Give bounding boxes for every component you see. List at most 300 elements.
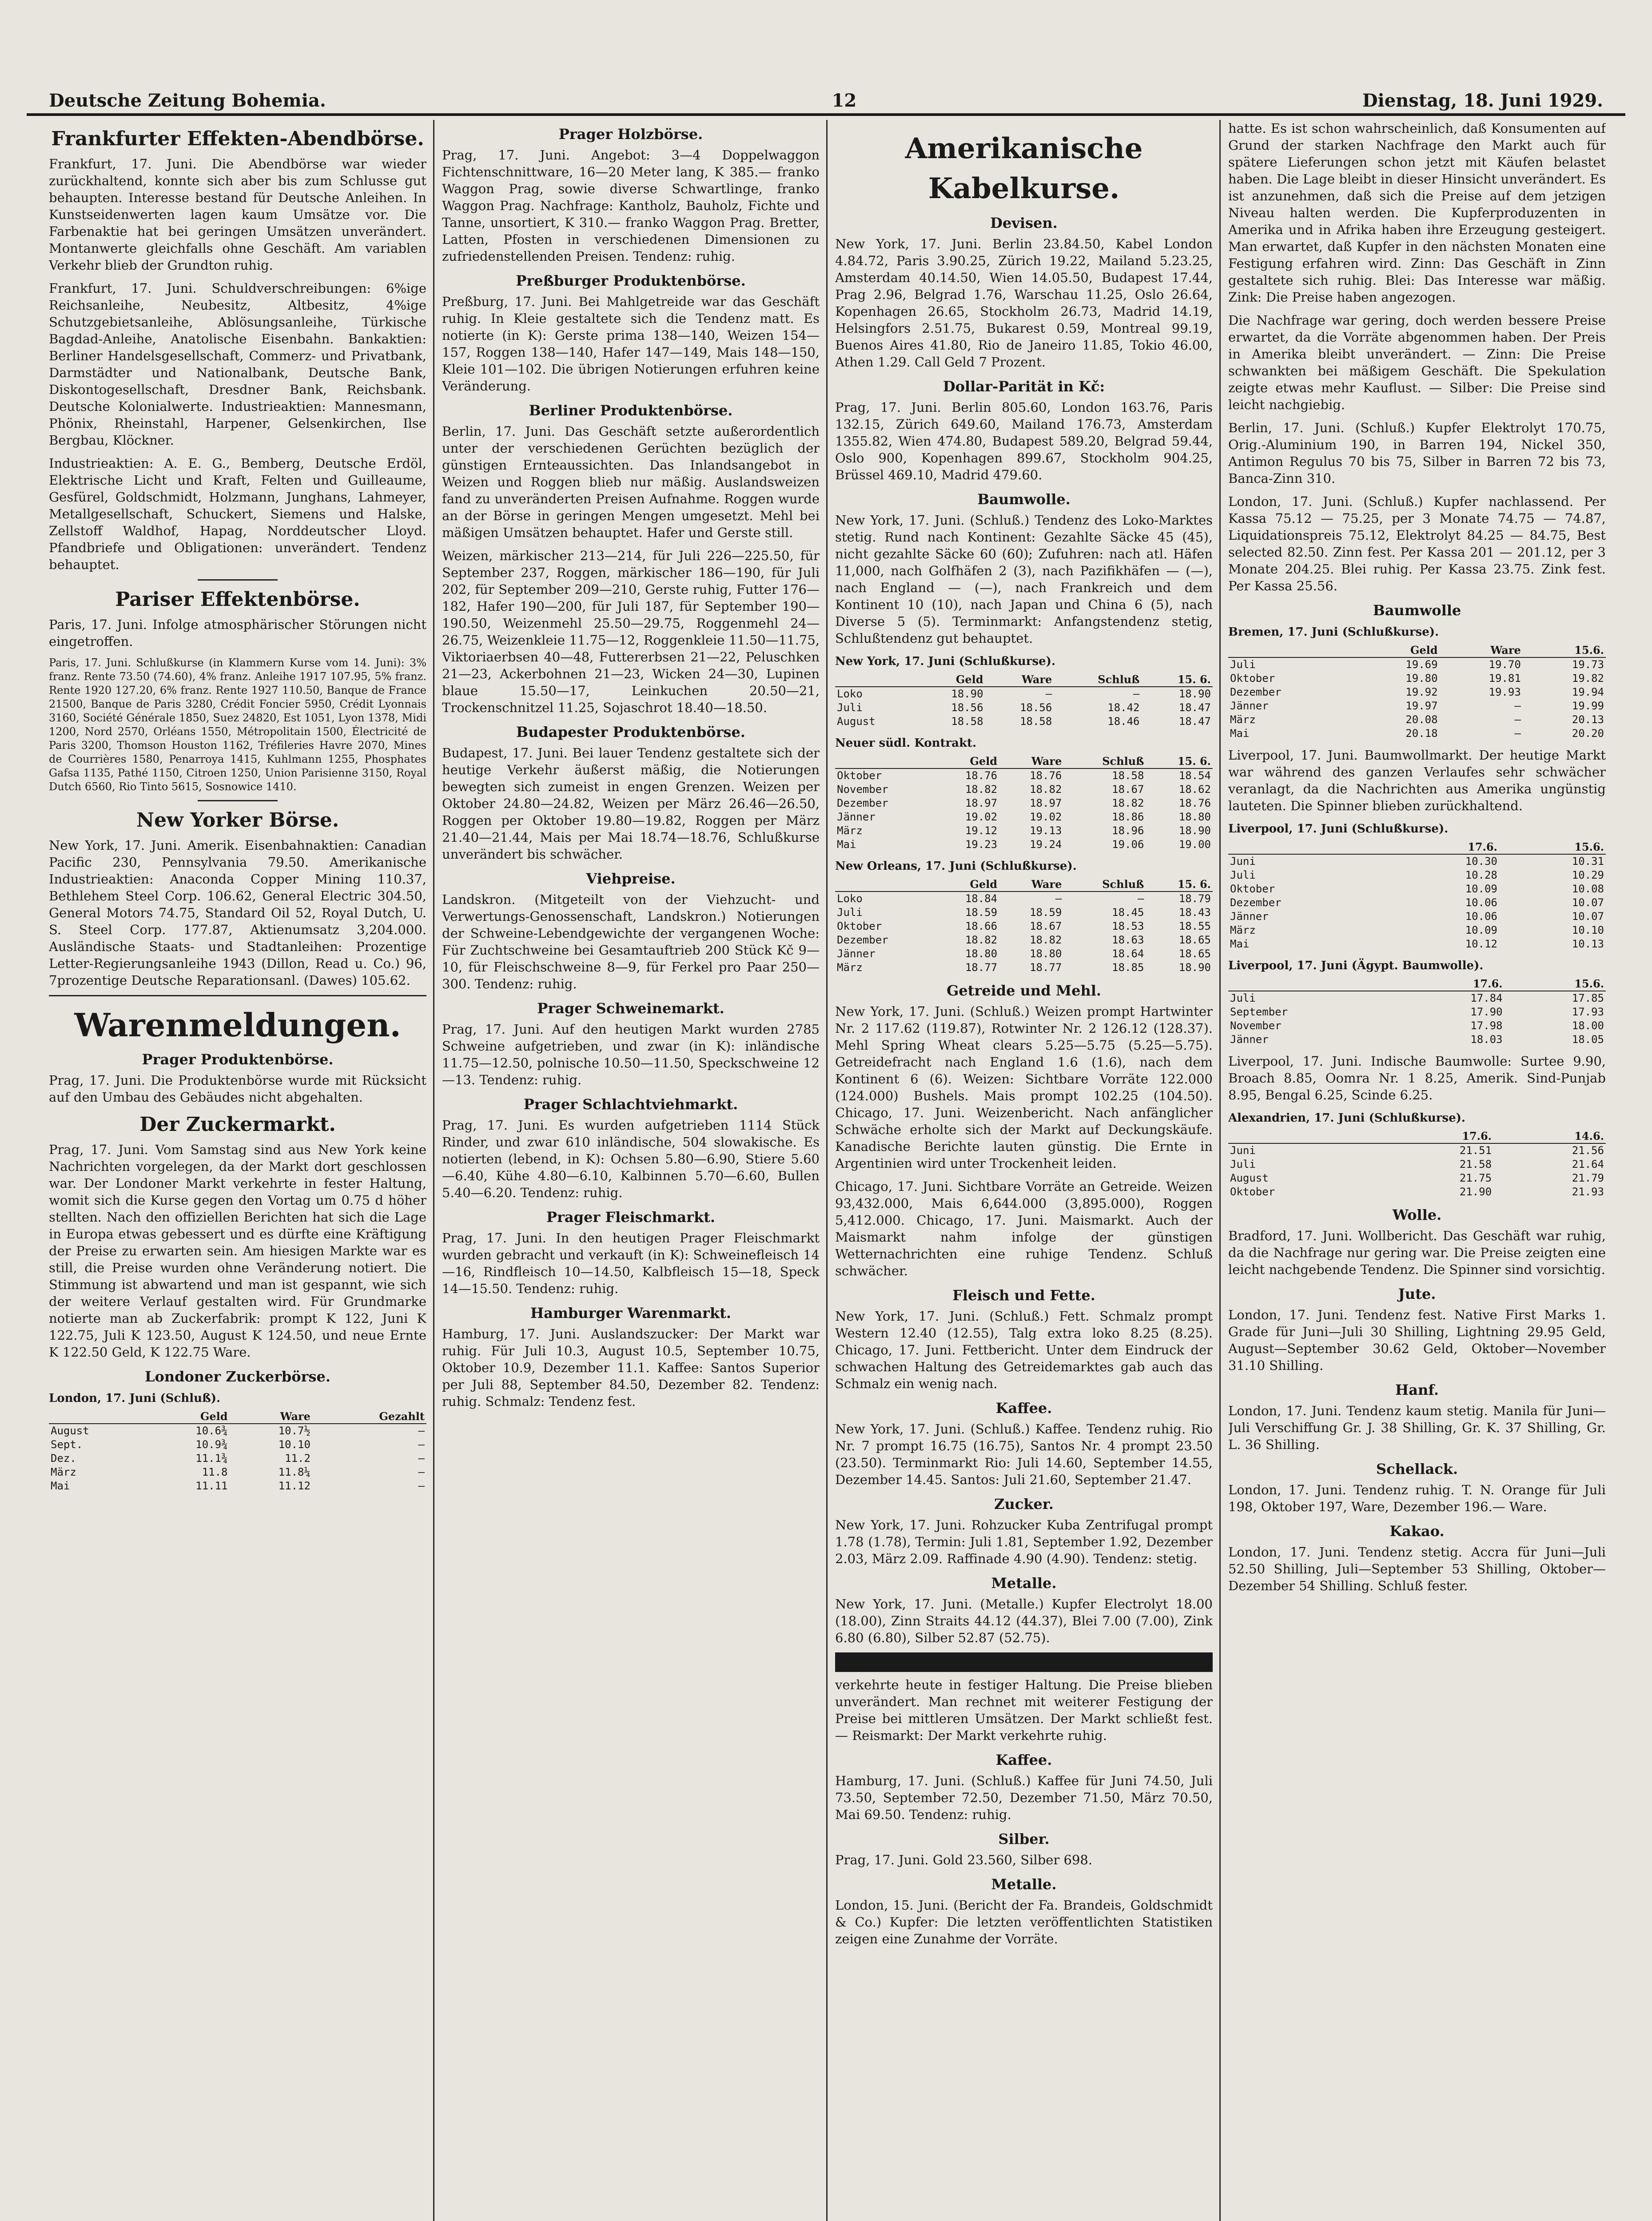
table-cell: — xyxy=(1514,700,1521,712)
table-cell: 10.6¾ xyxy=(195,1425,228,1437)
table-header-cell: Geld xyxy=(935,877,999,892)
table-cell: August xyxy=(837,715,876,728)
table-header-cell: 15. 6. xyxy=(1146,877,1213,892)
table-cell: 11.1¾ xyxy=(195,1452,228,1465)
subsection-heading: Kaffee. xyxy=(995,1400,1052,1417)
newspaper-title: Deutsche Zeitung Bohemia. xyxy=(49,90,326,111)
table-cell: 21.56 xyxy=(1572,1144,1604,1157)
table-cell: 18.90 xyxy=(1178,824,1211,837)
subsection-heading: Dollar-Parität in Kč: xyxy=(943,378,1105,395)
table-header-cell xyxy=(1228,643,1356,657)
table-header-cell: Geld xyxy=(147,1409,229,1424)
article-text: Paris, 17. Juni. Infolge atmosphärischer Störungen nicht eingetroffen. xyxy=(49,617,426,649)
table-header-cell: Ware xyxy=(999,754,1063,768)
subsection-heading: Viehpreise. xyxy=(586,870,676,887)
table-row xyxy=(1228,699,1606,713)
table-header-row xyxy=(1228,1129,1606,1143)
table-row xyxy=(1228,1005,1606,1019)
table-cell: 19.24 xyxy=(1030,838,1062,851)
table-cell: — xyxy=(1045,688,1052,700)
table-cell: 18.77 xyxy=(965,961,998,974)
table-cell: 18.58 xyxy=(1112,769,1144,782)
table-header-cell: 15.6. xyxy=(1523,643,1606,657)
table-row xyxy=(49,1452,426,1465)
subsection-heading: Kakao. xyxy=(1389,1523,1445,1540)
table-cell: 18.76 xyxy=(1178,797,1211,809)
subsection-heading: Prager Holzbörse. xyxy=(558,126,703,143)
subsection-heading: Hanf. xyxy=(1395,1381,1439,1398)
table-header-cell: Ware xyxy=(1440,643,1523,657)
market-table xyxy=(1228,977,1606,1047)
table-header-cell: Schluß xyxy=(1063,877,1146,892)
column-rule xyxy=(1219,120,1221,2221)
article-text: Bradford, 17. Juni. Wollbericht. Das Geschäft war ruhig, da die Nachfrage nur gering war. Die Preise zeigten eine leicht nachgebende Tendenz. Die Spinner sind vorsichtig. xyxy=(1228,1228,1606,1277)
table-cell: 18.97 xyxy=(965,797,998,809)
market-table xyxy=(1228,1129,1606,1199)
table-row xyxy=(1228,1171,1606,1185)
table-cell: 11.12 xyxy=(278,1480,310,1492)
table-row xyxy=(835,933,1213,947)
table-cell: 10.08 xyxy=(1572,883,1604,895)
subsection-heading: Baumwolle xyxy=(1373,602,1461,619)
table-cell: Oktober xyxy=(1230,1186,1275,1198)
page-header xyxy=(49,84,1603,111)
table-cell: Juni xyxy=(1230,1144,1256,1157)
table-row xyxy=(835,783,1213,796)
table-header-cell: Schluß xyxy=(1054,673,1141,687)
table-cell: 18.56 xyxy=(951,701,983,714)
table-cell: 18.62 xyxy=(1178,783,1211,796)
table-cell: 18.86 xyxy=(1112,811,1144,823)
column-1 xyxy=(49,120,426,2221)
table-cell: 19.92 xyxy=(1405,686,1438,698)
table-cell: 19.00 xyxy=(1178,838,1211,851)
article-text: Prag, 17. Juni. Es wurden aufgetrieben 1114 Stück Rinder, und zwar 610 inländische, 504 slowakische. Es notierten (lebend, in K): Ochsen 5.80—6.90, Stiere 5.60—6.40, Kühe 4.80—6.10, Kalbinnen 5.70—6.60, Bullen 5.40—6.20. Tendenz: ruhig. xyxy=(442,1118,820,1200)
table-row xyxy=(49,1424,426,1438)
table-row xyxy=(1228,882,1606,896)
table-cell: 18.00 xyxy=(1572,1019,1604,1032)
article-text: Prag, 17. Juni. Die Produktenbörse wurde mit Rücksicht auf den Umbau des Gebäudes nicht abgehalten. xyxy=(49,1073,426,1105)
article-text: New York, 17. Juni. (Metalle.) Kupfer Electrolyt 18.00 (18.00), Zinn Straits 44.12 (44.37), Blei 7.00 (7.00), Zink 6.80 (6.80), Silber 52.87 (52.75). xyxy=(835,1596,1213,1645)
table-cell: 19.97 xyxy=(1405,700,1438,712)
article-text: London, 17. Juni. (Schluß.) Kupfer nachlassend. Per Kassa 75.12 — 75.25, per 3 Monate 74.75 — 74.87, Liquidationspreis 75.12, Elektrolyt 84.25 — 84.75, Best selected 82.50. Zinn fest. Per Kassa 201 — 201.12, per 3 Monate 204.25. Blei ruhig. Per Kassa 23.75. Zink fest. Per Kassa 25.56. xyxy=(1228,494,1606,593)
article-text: Prag, 17. Juni. Vom Samstag sind aus New York keine Nachrichten vorgelegen, da der Markt dort geschlossen war. Der Londoner Markt verkehrte in fester Haltung, womit sich die Kurse gegen den Vortag um 0.75 d höher stellten. Nach den offiziellen Berichten hat sich die Lage in Europa etwas gebessert und es dürfte eine Kräftigung der Preise zu erwarten sein. Am hiesigen Markte war es still, die Preise wurden ohne Veränderung notiert. Die Stimmung ist abwartend und man ist gespannt, wie sich der weitere Verlauf gestalten wird. Für Grundmarke notierte man ab Zuckerfabrik: prompt K 122, Juni K 122.75, Juli K 123.50, August K 124.50, und neue Ernte K 122.50 Geld, K 122.75 Ware. xyxy=(49,1142,426,1360)
table-header-cell: Ware xyxy=(999,877,1063,892)
table-cell: 18.82 xyxy=(1030,934,1062,946)
table-header-cell xyxy=(835,877,935,892)
table-header-cell: 15. 6. xyxy=(1146,754,1213,768)
table-header-cell: 17.6. xyxy=(1403,977,1504,991)
table-cell: 18.42 xyxy=(1107,701,1140,714)
table-cell: 18.59 xyxy=(965,906,998,919)
table-header-row xyxy=(1228,643,1606,657)
table-cell: 11.8 xyxy=(202,1466,228,1478)
table-cell: November xyxy=(1230,1019,1282,1032)
subsection-heading: Hamburger Warenmarkt. xyxy=(530,1305,731,1321)
article-text: Prag, 17. Juni. Berlin 805.60, London 163.76, Paris 132.15, Zürich 649.60, Mailand 176.73, Amsterdam 1355.82, Wien 474.80, Budapest 589.20, Belgrad 59.44, Oslo 900, Kopenhagen 899.67, Stockholm 904.25, Brüssel 469.10, Madrid 479.60. xyxy=(835,400,1213,482)
article-text: Liverpool, 17. Juni. Baumwollmarkt. Der heutige Markt war während des ganzen Verlaufes sehr schwächer veranlagt, da die Nachrichten aus Amerika ungünstig lauteten. Die Spinner blieben zurückhaltend. xyxy=(1228,748,1606,813)
subsection-heading: Fleisch und Fette. xyxy=(952,1287,1095,1304)
table-row xyxy=(1228,896,1606,910)
table-row xyxy=(1228,1158,1606,1171)
article-text: Liverpool, 17. Juni. Indische Baumwolle: Surtee 9.90, Broach 8.85, Oomra Nr. 1 8.25, Amerik. Sind-Punjab 8.95, Bengal 6.25, Scinde 6.25. xyxy=(1228,1054,1606,1103)
table-cell: 10.09 xyxy=(1465,924,1497,936)
table-cell: 19.13 xyxy=(1030,824,1062,837)
article-text: Prag, 17. Juni. Angebot: 3—4 Doppelwaggon Fichtenschnittware, 16—20 Meter lang, K 385.— franko Waggon Prag, sowie diverse Schwartlinge, franko Waggon Prag. Nachfrage: Kantholz, Bauholz, Fichte und Tanne, unsortiert, K 310.— franko Waggon Prag. Bretter, Latten, Pfosten in verschiedenen Dimensionen zu zufriedenstellenden Preisen. Tendenz: ruhig. xyxy=(442,147,820,264)
table-cell: 18.65 xyxy=(1178,934,1211,946)
table-cell: 10.13 xyxy=(1572,938,1604,950)
table-row xyxy=(49,1479,426,1493)
table-header-cell xyxy=(1228,1129,1381,1143)
table-cell: 19.80 xyxy=(1405,672,1438,685)
table-header-cell: 15.6. xyxy=(1505,977,1606,991)
table-cell: Juli xyxy=(1230,869,1256,881)
header-rule xyxy=(27,113,1625,116)
table-row xyxy=(835,715,1213,728)
table-header-cell: Ware xyxy=(230,1409,312,1424)
table-cell: Dezember xyxy=(837,797,888,809)
table-header-cell: 15. 6. xyxy=(1142,673,1213,687)
column-4 xyxy=(1228,120,1606,2221)
table-cell: 19.70 xyxy=(1489,658,1521,671)
article-text: hatte. Es ist schon wahrscheinlich, daß Konsumenten auf Grund der starken Nachfrage den Markt auch für spätere Lieferungen schon jetzt mit Käufen belastet haben. Die Lage bleibt in dieser Hinsicht unverändert. Es ist anzunehmen, daß sich die Preise auf dem jetzigen Niveau halten werden. Die Kupferproduzenten in Amerika und in Afrika haben ihre Erzeugung gesteigert. Man erwartet, daß Kupfer in den nächsten Monaten eine Festigung erfahren wird. Zinn: Das Geschäft in Zinn gestaltete sich ruhig. Blei: Das Interesse war mäßig. Zink: Die Preise haben angezogen. xyxy=(1228,121,1606,305)
article-text: Berlin, 17. Juni. Das Geschäft setzte außerordentlich unter der verschiedenen Gerüchten bezüglich der günstigen Ernteaussichten. Das Inlandsangebot in Weizen und Roggen blieb nur mäßig. Auslandsweizen fand zu unveränderten Preisen Aufnahme. Roggen wurde an der Börse in geringen Mengen umgesetzt. Mehl bei mäßigen Umsätzen behauptet. Hafer und Gerste still. xyxy=(442,424,820,540)
article-text: New York, 17. Juni. Rohzucker Kuba Zentrifugal prompt 1.78 (1.78), Termin: Juli 1.81, September 1.92, Dezember 2.03, März 2.09. Raffinade 4.90 (4.90). Tendenz: stetig. xyxy=(835,1517,1213,1566)
column-rule xyxy=(433,120,434,2221)
table-cell: 18.03 xyxy=(1470,1033,1503,1046)
article-text: London, 17. Juni. Tendenz stetig. Accra für Juni—Juli 52.50 Shilling, Juli—September 53 Shilling, Oktober—Dezember 54 Shilling. Schluß fester. xyxy=(1228,1544,1606,1593)
table-header-cell: Ware xyxy=(985,673,1054,687)
table-cell: 18.76 xyxy=(1030,769,1062,782)
table-cell: 10.30 xyxy=(1465,855,1497,868)
table-cell: 19.69 xyxy=(1405,658,1438,671)
subsection-heading: Schellack. xyxy=(1376,1461,1458,1477)
section-heading: New Yorker Börse. xyxy=(136,809,339,832)
article-text: Preßburg, 17. Juni. Bei Mahlgetreide war das Geschäft ruhig. In Kleie gestaltete sich die Tendenz matt. Es notierte (in K): Gerste prima 138—140, Weizen 154—157, Roggen 138—140, Hafer 147—149, Mais 148—150, Kleie 101—102. Die übrigen Notierungen erfuhren keine Veränderung. xyxy=(442,294,820,394)
table-row xyxy=(835,796,1213,810)
table-header-row xyxy=(1228,977,1606,991)
table-header-cell: 14.6. xyxy=(1493,1129,1606,1143)
table-header-cell: Schluß xyxy=(1063,754,1146,768)
table-cell: 19.94 xyxy=(1572,686,1604,698)
table-cell: 10.9¾ xyxy=(195,1438,228,1451)
article-text: London, 15. Juni. (Bericht der Fa. Brandeis, Goldschmidt & Co.) Kupfer: Die letzten veröffentlichten Statistiken zeigen eine Zunahme der Vorräte. xyxy=(835,1898,1213,1946)
table-cell: August xyxy=(51,1425,89,1437)
table-cell: 18.96 xyxy=(1112,824,1144,837)
table-row xyxy=(1228,1143,1606,1158)
table-row xyxy=(1228,713,1606,727)
market-table xyxy=(1228,643,1606,740)
table-cell: 17.90 xyxy=(1470,1006,1503,1018)
table-caption: London, 17. Juni (Schluß). xyxy=(49,1392,221,1405)
table-cell: Mai xyxy=(1230,938,1250,950)
table-cell: Dezember xyxy=(1230,686,1282,698)
table-row xyxy=(835,810,1213,824)
table-cell: 18.46 xyxy=(1107,715,1140,728)
table-cell: 18.45 xyxy=(1112,906,1144,919)
table-row xyxy=(835,687,1213,701)
table-cell: 19.82 xyxy=(1572,672,1604,685)
table-row xyxy=(1228,672,1606,685)
table-header-cell: Gezahlt xyxy=(312,1409,426,1424)
article-text: Hamburg, 17. Juni. (Schluß.) Kaffee für Juni 74.50, Juli 73.50, September 72.50, Dezember 71.50, März 70.50, Mai 69.50. Tendenz: ruhig. xyxy=(835,1773,1213,1822)
table-cell: — xyxy=(418,1466,425,1478)
article-text: London, 17. Juni. Tendenz kaum stetig. Manila für Juni—Juli Verschiffung Gr. J. 38 Shilling, Gr. K. 37 Shilling, Gr. L. 36 Shilling. xyxy=(1228,1403,1606,1452)
table-cell: 18.63 xyxy=(1112,934,1144,946)
table-cell: 18.90 xyxy=(1178,688,1211,700)
article-text: New York, 17. Juni. Berlin 23.84.50, Kabel London 4.84.72, Paris 3.90.25, Zürich 19.22, Mailand 5.23.25, Amsterdam 40.14.50, Wien 14.05.50, Budapest 17.44, Prag 2.96, Belgrad 1.76, Warschau 11.25, Oslo 26.64, Kopenhagen 26.65, Stockholm 26.73, Madrid 14.19, Helsingfors 2.51.75, Bukarest 0.59, Montreal 99.19, Buenos Aires 41.80, Rio de Janeiro 11.85, Tokio 46.00, Athen 1.29. Call Geld 7 Prozent. xyxy=(835,236,1213,370)
table-row xyxy=(49,1438,426,1452)
table-cell: Loko xyxy=(837,892,863,905)
table-cell: 18.77 xyxy=(1030,961,1062,974)
table-row xyxy=(835,947,1213,961)
table-cell: 18.90 xyxy=(1178,961,1211,974)
table-cell: 18.82 xyxy=(965,783,998,796)
table-cell: Mai xyxy=(837,838,856,851)
article-text: Budapest, 17. Juni. Bei lauer Tendenz gestaltete sich der heutige Verkehr äußerst mäßig, die Notierungen bewegten sich zumeist in engen Grenzen. Weizen per Oktober 24.80—24.82, Weizen per März 26.46—26.50, Roggen per Oktober 19.80—19.82, Roggen per März 21.40—21.44, Mais per Mai 18.74—18.76, Schlußkurse unverändert bis schwächer. xyxy=(442,745,820,862)
table-row xyxy=(835,701,1213,715)
market-table xyxy=(835,673,1213,728)
table-cell: 18.82 xyxy=(965,934,998,946)
table-row xyxy=(835,906,1213,919)
market-table xyxy=(835,877,1213,975)
subsection-heading: Wolle. xyxy=(1392,1206,1442,1223)
article-text: London, 17. Juni. Tendenz fest. Native First Marks 1. Grade für Juni—Juli 30 Shilling, Lightning 29.95 Geld, August—September 30.62 Geld, Oktober—November 31.10 Shilling. xyxy=(1228,1307,1606,1373)
subsection-heading: Getreide und Mehl. xyxy=(946,982,1102,999)
table-caption: Alexandrien, 17. Juni (Schlußkurse). xyxy=(1228,1111,1465,1125)
subsection-heading: Devisen. xyxy=(990,215,1058,231)
table-cell: 18.65 xyxy=(1178,947,1211,960)
subsection-heading: Londoner Zuckerbörse. xyxy=(144,1368,331,1385)
article-text: Chicago, 17. Juni. Sichtbare Vorräte an Getreide. Weizen 93,432.000, Mais 6,644.000 (3,895.000), Roggen 5,412.000. Chicago, 17. Juni. Maismarkt. Auch der Maismarkt nahm infolge der günstigen Wetternachrichten eine ruhige Tendenz. Schluß schwächer. xyxy=(835,1179,1213,1278)
table-header-cell: 17.6. xyxy=(1381,1129,1493,1143)
article-text: Frankfurt, 17. Juni. Die Abendbörse war wieder zurückhaltend, konnte sich aber bis zum Schlusse gut behaupten. Interesse bestand für Deutsche Anleihen. In Kunstseidenwerten lagen kaum Umsätze vor. Die Farbenaktie hat bei geringen Umsätzen unverändert. Montanwerte gleichfalls ohne Geschäft. Am variablen Verkehr blieb der Grundton ruhig. xyxy=(49,156,426,273)
table-cell: 18.85 xyxy=(1112,961,1144,974)
table-cell: 21.58 xyxy=(1459,1158,1492,1170)
table-cell: 10.28 xyxy=(1465,869,1497,881)
table-cell: 11.2 xyxy=(285,1452,310,1465)
subsection-heading: Metalle. xyxy=(991,1876,1057,1893)
dark-band xyxy=(835,1652,1213,1672)
table-cell: 18.55 xyxy=(1178,920,1211,932)
table-cell: 10.06 xyxy=(1465,910,1497,923)
table-row xyxy=(835,824,1213,838)
table-caption: Liverpool, 17. Juni (Ägypt. Baumwolle). xyxy=(1228,959,1484,972)
table-cell: 18.80 xyxy=(965,947,998,960)
article-text: Die Nachfrage war gering, doch werden bessere Preise erwartet, da die Vorräte abgenommen haben. Der Preis in Amerika bleibt unverändert. — Zinn: Die Preise schwankten bei mäßigem Geschäft. Die Spekulation zeigte etwas mehr Kauflust. — Silber: Die Preise sind leicht nachgiebig. xyxy=(1228,313,1606,412)
table-cell: 19.93 xyxy=(1489,686,1521,698)
market-table xyxy=(49,1409,426,1493)
table-header-row xyxy=(49,1409,426,1424)
table-row xyxy=(1228,854,1606,868)
table-cell: 18.43 xyxy=(1178,906,1211,919)
table-cell: März xyxy=(1230,924,1256,936)
article-text: Frankfurt, 17. Juni. Schuldverschreibungen: 6%ige Reichsanleihe, Neubesitz, Altbesitz, 4%ige Schutzgebietsanleihe, Ablösungsanleihe, Türkische Bagdad-Anleihe, Anatolische Eisenbahn. Bankaktien: Berliner Handelsgesellschaft, Commerz- und Privatbank, Darmstädter und Nationalbank, Deutsche Bank, Diskontogesellschaft, Dresdner Bank, Reichsbank. Deutsche Kolonialwerte. Industrieaktien: Mannesmann, Phönix, Rheinstahl, Harpener, Gelsenkirchen, Ilse Bergbau, Klöckner. xyxy=(49,281,426,448)
table-cell: Sept. xyxy=(51,1438,83,1451)
table-row xyxy=(1228,1019,1606,1033)
article-text: Weizen, märkischer 213—214, für Juli 226—225.50, für September 237, Roggen, märkischer 186—190, für Juli 202, für September 209—210, Gerste ruhig, Futter 176—182, Hafer 190—200, für Juli 187, für September 190—190.50, Weizenmehl 25.50—29.75, Roggenmehl 24—26.75, Weizenkleie 11.75—12, Roggenkleie 11.50—11.75, Viktoriaerbsen 40—48, Futtererbsen 21—22, Peluschken 21—23, Ackerbohnen 21—23, Wicken 24—30, Lupinen blaue 15.50—17, Leinkuchen 20.50—21, Trockenschnitzel 11.25, Sojaschrot 18.40—18.50. xyxy=(442,548,820,715)
table-header-row xyxy=(835,673,1213,687)
table-cell: 10.10 xyxy=(1572,924,1604,936)
table-cell: — xyxy=(1055,892,1062,905)
table-cell: 19.81 xyxy=(1489,672,1521,685)
table-caption: New Orleans, 17. Juni (Schlußkurse). xyxy=(835,860,1077,873)
table-cell: 11.11 xyxy=(195,1480,228,1492)
table-cell: 18.54 xyxy=(1178,769,1211,782)
section-heading: Pariser Effektenbörse. xyxy=(115,588,360,611)
table-row xyxy=(49,1465,426,1479)
table-cell: Oktober xyxy=(1230,672,1275,685)
table-cell: 18.67 xyxy=(1112,783,1144,796)
article-text: New York, 17. Juni. (Schluß.) Weizen prompt Hartwinter Nr. 2 117.62 (119.87), Rotwinter Nr. 2 126.12 (128.37). Mehl Spring Wheat clears 5.25—5.75 (5.25—5.75). Getreidefracht nach England 1.6 (1.6), nach dem Kontinent 6 (6). Weizen: Sichtbare Vorräte 122.000 (124.000) Bushels. Mais prompt 102.25 (104.50). Chicago, 17. Juni. Weizenbericht. Nach anfänglicher Schwäche erholte sich der Markt auf Deckungskäufe. Kanadische Berichte lauten günstig. Die Ernte in Argentinien wird unter Trockenheit leiden. xyxy=(835,1004,1213,1171)
table-cell: 20.08 xyxy=(1405,713,1438,726)
table-cell: März xyxy=(837,824,863,837)
table-row xyxy=(835,961,1213,975)
table-cell: 18.64 xyxy=(1112,947,1144,960)
table-cell: 11.8¼ xyxy=(278,1466,310,1478)
table-cell: 18.82 xyxy=(1030,783,1062,796)
table-cell: Juli xyxy=(837,701,863,714)
subsection-heading: Silber. xyxy=(998,1831,1050,1847)
table-cell: 19.73 xyxy=(1572,658,1604,671)
table-cell: 18.59 xyxy=(1030,906,1062,919)
column-3 xyxy=(835,120,1213,2221)
divider xyxy=(198,800,278,801)
article-text: New York, 17. Juni. (Schluß.) Fett. Schmalz prompt Western 12.40 (12.55), Talg extra loko 8.25 (8.25). Chicago, 17. Juni. Fettbericht. Unter dem Eindruck der schwachen Haltung des Getreidemarktes gab auch das Schmalz ein wenig nach. xyxy=(835,1309,1213,1391)
article-text: New York, 17. Juni. (Schluß.) Kaffee. Tendenz ruhig. Rio Nr. 7 prompt 16.75 (16.75), Santos Nr. 4 prompt 23.50 (23.50). Terminmarkt Rio: Juli 14.60, September 14.55, Dezember 14.45. Santos: Juli 21.60, September 21.47. xyxy=(835,1421,1213,1487)
table-row xyxy=(835,919,1213,933)
table-cell: 21.79 xyxy=(1572,1172,1604,1184)
table-header-cell: 15.6. xyxy=(1499,840,1606,854)
table-cell: — xyxy=(1514,713,1521,726)
subsection-heading: Kaffee. xyxy=(995,1751,1052,1768)
table-row xyxy=(1228,868,1606,882)
table-header-cell xyxy=(835,754,935,768)
table-cell: 18.80 xyxy=(1178,811,1211,823)
table-caption: Liverpool, 17. Juni (Schlußkurse). xyxy=(1228,822,1449,836)
table-row xyxy=(835,838,1213,852)
article-text: Paris, 17. Juni. Schlußkurse (in Klammern Kurse vom 14. Juni): 3% franz. Rente 73.50 (74.60), 4% franz. Anleihe 1917 107.95, 5% franz. Rente 1920 127.20, 6% franz. Rente 1927 110.50, Banque de France 21500, Banque de Paris 3280, Crédit Foncier 5950, Crédit Lyonnais 3160, Société Générale 1850, Suez 24820, Est 1051, Lyon 1378, Midi 1200, Nord 2570, Orléans 1550, Métropolitain 1500, Électricité de Paris 3200, Thomson Houston 1162, Tréfileries Havre 2070, Mines de Courrières 1580, Penarroya 1415, Kuhlmann 1255, Phosphates Gafsa 1135, Pathé 1150, Citroen 1250, Union Parisienne 3150, Royal Dutch 6560, Rio Tinto 5615, Sosnowice 1410. xyxy=(49,657,426,793)
table-cell: 17.85 xyxy=(1572,992,1604,1004)
table-cell: Jänner xyxy=(1230,700,1269,712)
table-cell: 18.47 xyxy=(1178,715,1211,728)
table-cell: Juli xyxy=(1230,658,1256,671)
table-cell: 19.23 xyxy=(965,838,998,851)
table-header-cell xyxy=(49,1409,147,1424)
table-row xyxy=(1228,685,1606,699)
table-cell: — xyxy=(1133,688,1140,700)
table-cell: — xyxy=(418,1480,425,1492)
table-row xyxy=(1228,910,1606,923)
issue-date: Dienstag, 18. Juni 1929. xyxy=(1362,90,1603,111)
article-text: Industrieaktien: A. E. G., Bemberg, Deutsche Erdöl, Elektrische Licht und Kraft, Felten und Guilleaume, Gesfürel, Goldschmidt, Holzmann, Junghans, Lahmeyer, Metallgesellschaft, Schuckert, Siemens und Halske, Zellstoff Waldhof, Hapag, Norddeutscher Lloyd. Pfandbriefe und Obligationen: unverändert. Tendenz behauptet. xyxy=(49,456,426,572)
article-text: Prag, 17. Juni. Auf den heutigen Markt wurden 2785 Schweine aufgetrieben, und zwar (in K): inländische 11.75—12.50, polnische 10.50—11.50, Speckschweine 12—13. Tendenz: ruhig. xyxy=(442,1022,820,1087)
table-cell: Jänner xyxy=(837,811,876,823)
market-table xyxy=(1228,840,1606,951)
article-text: New York, 17. Juni. (Schluß.) Tendenz des Loko-Marktes stetig. Rund nach Kontinent: Gezahlte Säcke 45 (45), nicht gezahlte Säcke 60 (60); Zufuhren: nach atl. Häfen 11,000, nach Golfhäfen 2 (3), nach Pazifikhäfen — (—), nach England — (—), nach Frankreich und dem Kontinent 10 (10), nach Japan und China 6 (5), nach Diverse 5 (5). Terminmarkt: Anfangstendenz stetig, Schlußtendenz gut behauptet. xyxy=(835,513,1213,646)
table-cell: 19.06 xyxy=(1112,838,1144,851)
table-cell: Juni xyxy=(1230,855,1256,868)
table-cell: 17.98 xyxy=(1470,1019,1503,1032)
table-caption: Bremen, 17. Juni (Schlußkurse). xyxy=(1228,625,1439,639)
divider xyxy=(49,995,426,996)
article-text: London, 17. Juni. Tendenz ruhig. T. N. Orange für Juli 198, Oktober 197, Ware, Dezember 196.— Ware. xyxy=(1228,1482,1606,1514)
table-row xyxy=(835,768,1213,783)
subsection-heading: Berliner Produktenbörse. xyxy=(529,402,733,419)
table-row xyxy=(835,892,1213,906)
table-cell: 18.80 xyxy=(1030,947,1062,960)
table-header-row xyxy=(835,877,1213,892)
table-row xyxy=(1228,937,1606,951)
subsection-heading: Zucker. xyxy=(994,1496,1054,1513)
table-cell: 18.82 xyxy=(1112,797,1144,809)
table-cell: 19.99 xyxy=(1572,700,1604,712)
subsection-heading: Jute. xyxy=(1398,1286,1436,1302)
table-cell: Juli xyxy=(1230,992,1256,1004)
subsection-heading: Prager Produktenbörse. xyxy=(142,1051,334,1068)
section-heading: Frankfurter Effekten-Abendbörse. xyxy=(51,127,424,150)
article-text: Prag, 17. Juni. Gold 23.560, Silber 698. xyxy=(835,1852,1093,1867)
table-cell: 21.75 xyxy=(1459,1172,1492,1184)
subsection-heading: Prager Fleischmarkt. xyxy=(546,1209,716,1226)
table-cell: 18.53 xyxy=(1112,920,1144,932)
table-cell: Mai xyxy=(1230,727,1250,740)
table-cell: Oktober xyxy=(837,769,882,782)
table-cell: 18.66 xyxy=(965,920,998,932)
table-cell: 21.64 xyxy=(1572,1158,1604,1170)
table-cell: 19.12 xyxy=(965,824,998,837)
table-cell: 10.06 xyxy=(1465,896,1497,909)
table-cell: Mai xyxy=(51,1480,70,1492)
article-text: Hamburg, 17. Juni. Auslandszucker: Der Markt war ruhig. Für Juli 10.3, August 10.5, September 10.75, Oktober 10.9, Dezember 11.1. Kaffee: Santos Superior per Juli 88, September 84.50, Dezember 82. Tendenz: ruhig. Schmalz: Tendenz fest. xyxy=(442,1326,820,1409)
table-header-row xyxy=(835,754,1213,768)
table-cell: Dezember xyxy=(1230,896,1282,909)
table-cell: Jänner xyxy=(1230,910,1269,923)
subsection-heading: Baumwolle. xyxy=(977,491,1071,508)
table-cell: Oktober xyxy=(1230,883,1275,895)
table-cell: 21.51 xyxy=(1459,1144,1492,1157)
market-table xyxy=(835,754,1213,852)
table-cell: 18.90 xyxy=(951,688,983,700)
table-cell: 18.76 xyxy=(965,769,998,782)
table-header-cell xyxy=(1228,840,1393,854)
table-row xyxy=(1228,727,1606,740)
table-cell: Juli xyxy=(837,906,863,919)
table-cell: 10.09 xyxy=(1465,883,1497,895)
table-row xyxy=(1228,657,1606,672)
table-cell: 18.97 xyxy=(1030,797,1062,809)
table-cell: 18.47 xyxy=(1178,701,1211,714)
table-cell: — xyxy=(1514,727,1521,740)
subsection-heading: Budapester Produktenbörse. xyxy=(516,724,745,740)
table-cell: August xyxy=(1230,1172,1269,1184)
table-cell: 10.07 xyxy=(1572,910,1604,923)
table-row xyxy=(1228,1185,1606,1199)
table-header-cell: 17.6. xyxy=(1393,840,1499,854)
table-cell: Loko xyxy=(837,688,863,700)
table-cell: 20.20 xyxy=(1572,727,1604,740)
table-cell: März xyxy=(51,1466,76,1478)
table-cell: — xyxy=(418,1452,425,1465)
table-cell: — xyxy=(418,1425,425,1437)
table-header-cell: Geld xyxy=(1356,643,1439,657)
table-cell: März xyxy=(1230,713,1256,726)
table-cell: November xyxy=(837,783,888,796)
subsection-heading: Prager Schweinemarkt. xyxy=(537,1000,724,1017)
table-cell: 18.58 xyxy=(1020,715,1052,728)
table-cell: Jänner xyxy=(837,947,876,960)
table-cell: — xyxy=(418,1438,425,1451)
